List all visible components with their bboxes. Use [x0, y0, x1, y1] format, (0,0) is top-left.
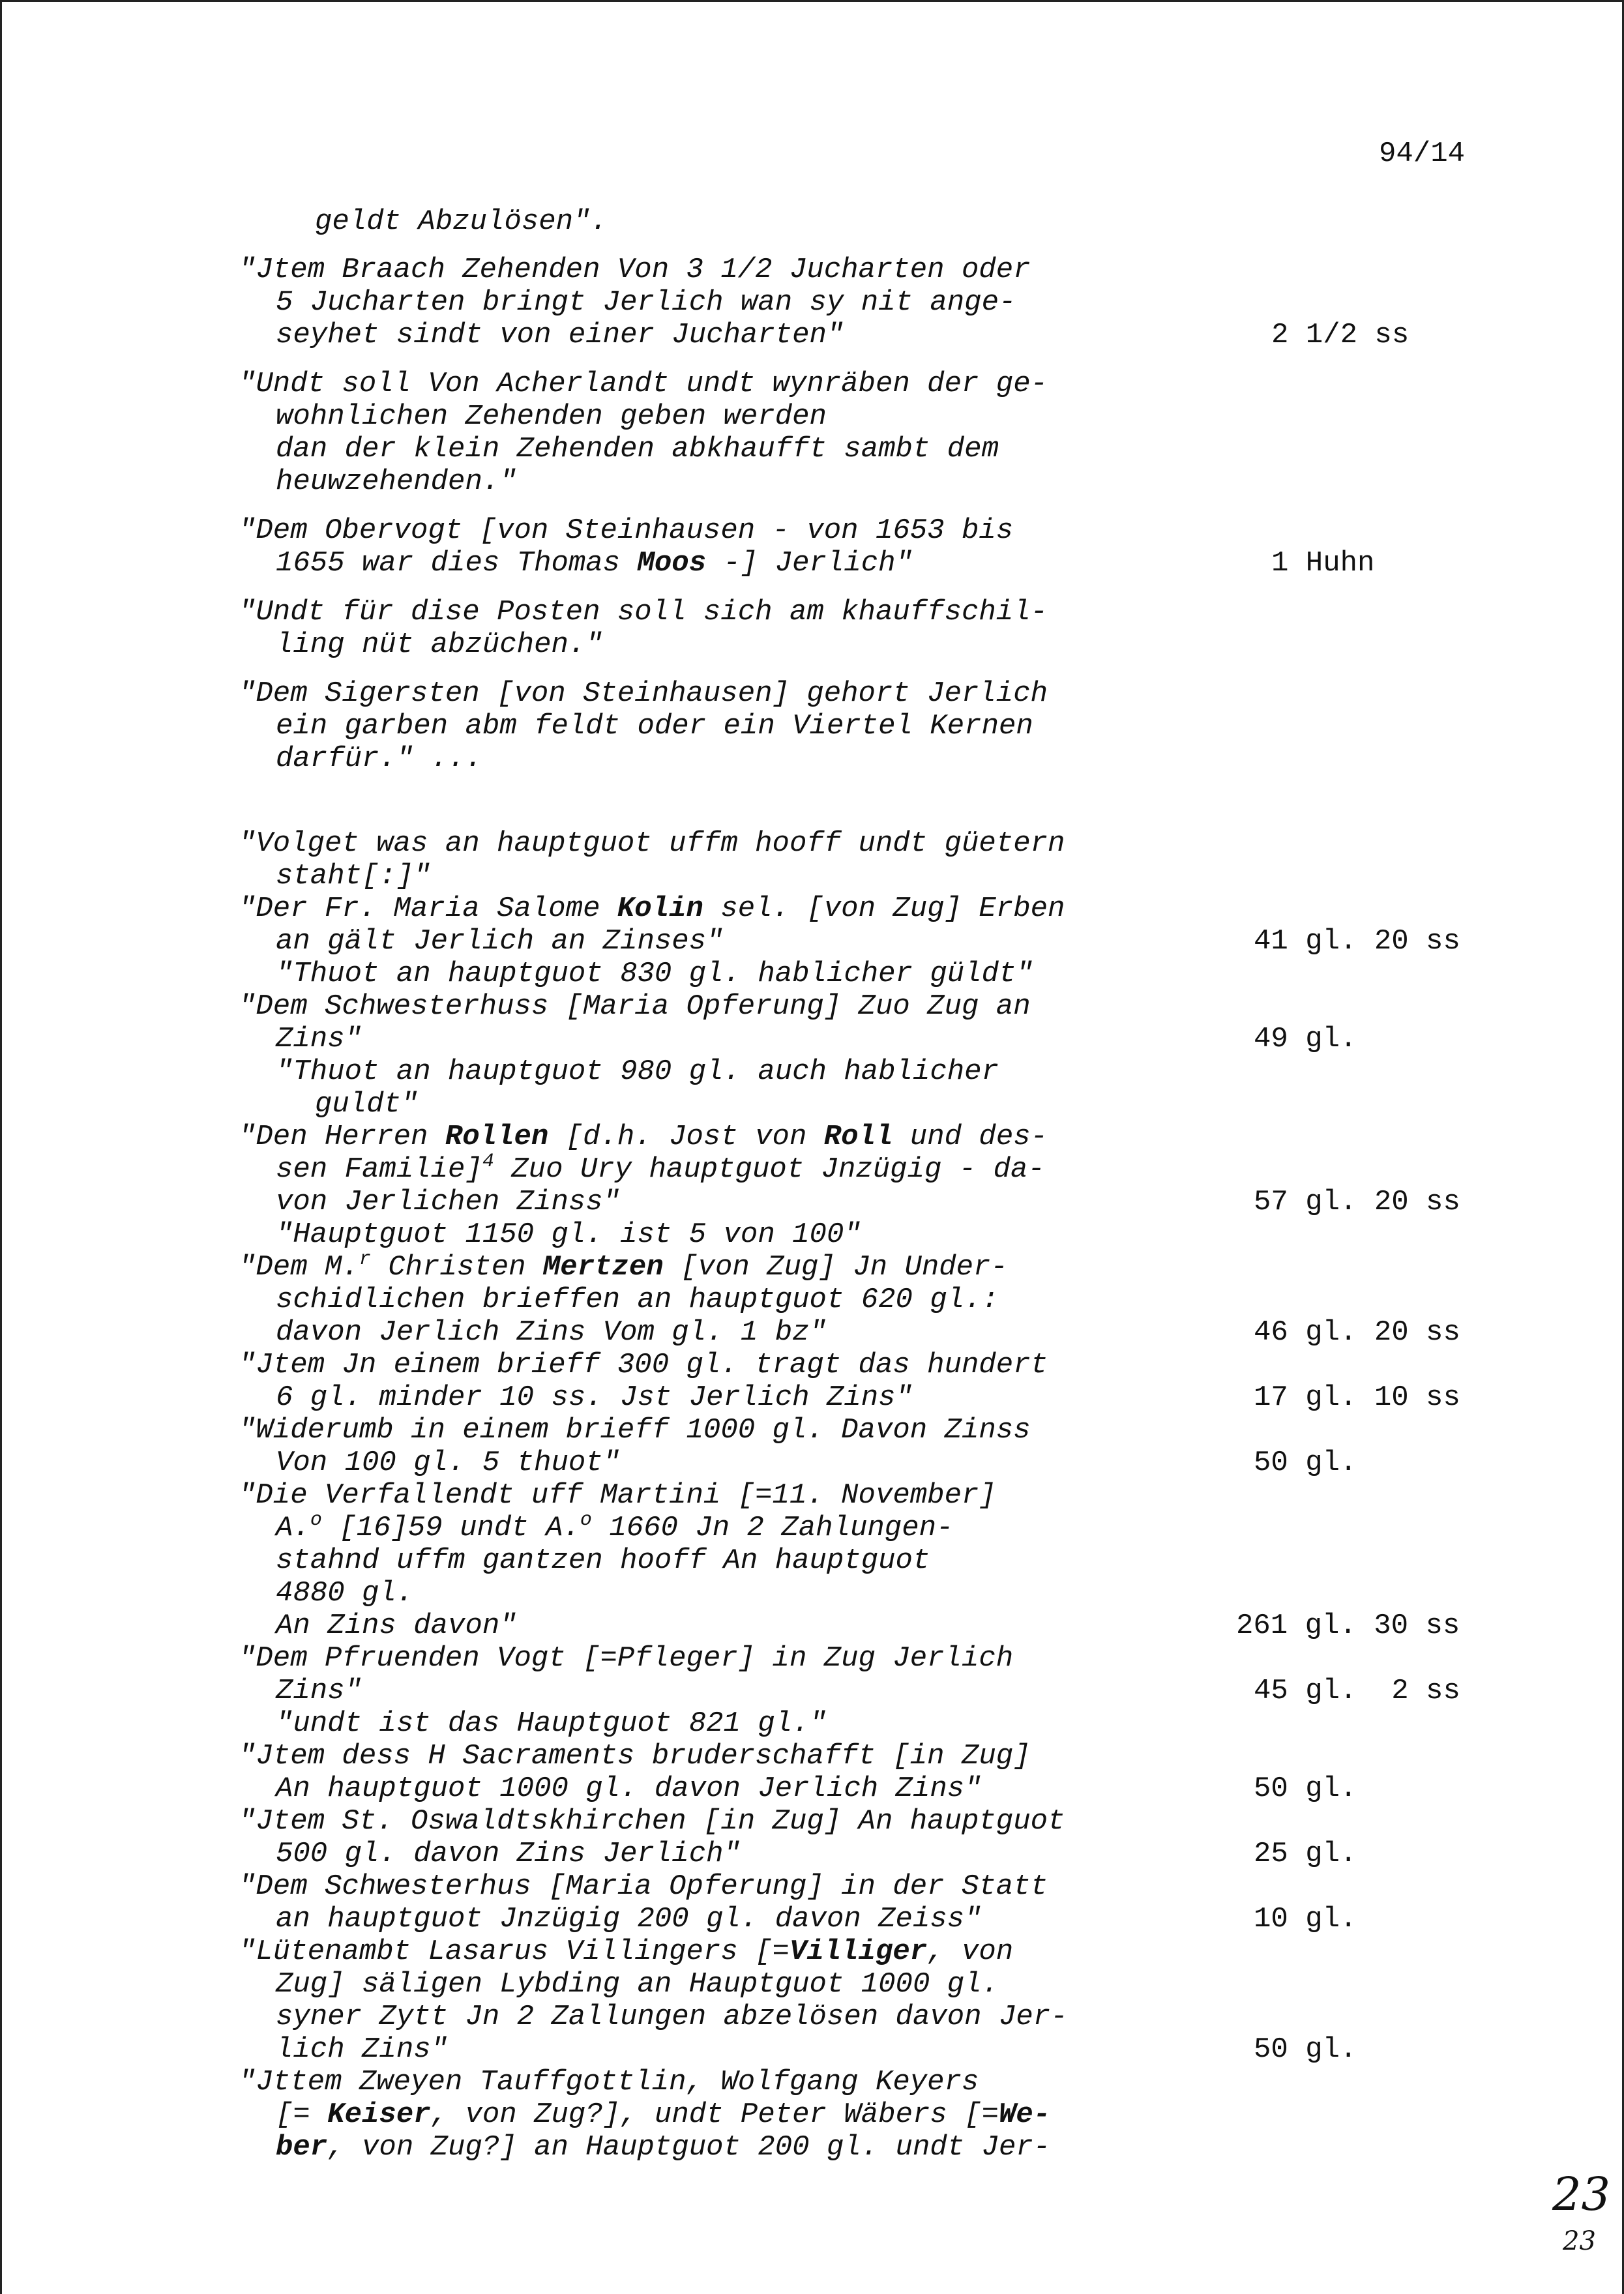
text-line: "Den Herren Rollen [d.h. Jost von Roll und des- — [239, 1121, 1048, 1153]
amount-value: 10 gl. — [1254, 1903, 1357, 1935]
text-line: "undt ist das Hauptguot 821 gl." — [276, 1707, 827, 1740]
text-line: Zins" — [276, 1675, 362, 1707]
text-line: syner Zytt Jn 2 Zallungen abzelösen davon Jer- — [276, 2001, 1068, 2033]
page-number: 94/14 — [1379, 138, 1466, 170]
text-line: "Lütenambt Lasarus Villingers [=Villiger, von — [239, 1935, 1014, 1968]
text-line: 6 gl. minder 10 ss. Jst Jerlich Zins" — [276, 1381, 913, 1414]
text-line: An Zins davon" — [276, 1610, 517, 1642]
amount-value: 17 gl. 10 ss — [1254, 1381, 1460, 1414]
text-line: an gält Jerlich an Zinses" — [276, 925, 724, 958]
amount-value: 1 Huhn — [1271, 547, 1375, 580]
text-line: dan der klein Zehenden abkhaufft sambt dem — [276, 433, 999, 465]
text-line: "Jtem dess H Sacraments bruderschafft [in Zug] — [239, 1740, 1031, 1772]
text-line: "Der Fr. Maria Salome Kolin sel. [von Zug] Erben — [239, 892, 1065, 925]
text-line: Zins" — [276, 1023, 362, 1055]
amount-value: 25 gl. — [1254, 1838, 1357, 1870]
amount-value: 41 gl. 20 ss — [1254, 925, 1460, 958]
text-line: An hauptguot 1000 gl. davon Jerlich Zins" — [276, 1772, 982, 1805]
text-line: geldt Abzulösen". — [315, 205, 608, 238]
amount-value: 50 gl. — [1254, 2033, 1357, 2066]
text-line: "Thuot an hauptguot 980 gl. auch hablicher — [276, 1055, 999, 1088]
text-line: "Hauptguot 1150 gl. ist 5 von 100" — [276, 1218, 861, 1251]
text-line: staht[:]" — [276, 860, 431, 892]
handwritten-page-number-small: 23 — [1563, 2226, 1596, 2256]
text-line: "Undt für dise Posten soll sich am khauffschil- — [239, 596, 1048, 628]
text-line: [= Keiser, von Zug?], undt Peter Wäbers [=We- — [276, 2098, 1051, 2131]
text-line: "Dem Schwesterhuss [Maria Opferung] Zuo Zug an — [239, 990, 1031, 1023]
text-line: schidlichen brieffen an hauptguot 620 gl.: — [276, 1284, 999, 1316]
text-line: "Jttem Zweyen Tauffgottlin, Wolfgang Keyers — [239, 2066, 979, 2098]
text-line: 4880 gl. — [276, 1577, 414, 1610]
text-line: "Dem Pfruenden Vogt [=Pfleger] in Zug Jerlich — [239, 1642, 1014, 1675]
amount-value: 2 1/2 ss — [1271, 319, 1410, 351]
text-line: "Jtem Jn einem brieff 300 gl. tragt das hundert — [239, 1349, 1048, 1381]
text-line: "Jtem Braach Zehenden Von 3 1/2 Jucharten oder — [239, 254, 1031, 286]
handwritten-page-number: 23 — [1552, 2168, 1611, 2221]
text-line: seyhet sindt von einer Jucharten" — [276, 319, 844, 351]
text-line: "Volget was an hauptguot uffm hooff undt güetern — [239, 827, 1065, 860]
text-line: "Jtem St. Oswaldtskhirchen [in Zug] An hauptguot — [239, 1805, 1065, 1838]
text-line: guldt" — [315, 1088, 419, 1121]
amount-value: 45 gl. 2 ss — [1254, 1675, 1460, 1707]
text-line: stahnd uffm gantzen hooff An hauptguot — [276, 1544, 930, 1577]
text-line: wohnlichen Zehenden geben werden — [276, 400, 827, 433]
text-line: ling nüt abzüchen." — [276, 628, 603, 661]
text-line: Zug] säligen Lybding an Hauptguot 1000 gl. — [276, 1968, 999, 2001]
text-line: "Undt soll Von Acherlandt undt wynräben der ge- — [239, 368, 1048, 400]
text-line: davon Jerlich Zins Vom gl. 1 bz" — [276, 1316, 827, 1349]
text-line: A.$^o$ [16]59 undt A.$^o$ 1660 Jn 2 Zahlungen- — [276, 1509, 954, 1544]
amount-value: 50 gl. — [1254, 1772, 1357, 1805]
text-line: 1655 war dies Thomas Moos -] Jerlich" — [276, 547, 913, 580]
text-line: ber, von Zug?] an Hauptguot 200 gl. undt Jer- — [276, 2131, 1051, 2164]
text-line: "Widerumb in einem brieff 1000 gl. Davon Zinss — [239, 1414, 1031, 1447]
amount-value: 46 gl. 20 ss — [1254, 1316, 1460, 1349]
text-line: "Dem Sigersten [von Steinhausen] gehort Jerlich — [239, 677, 1048, 710]
amount-value: 57 gl. 20 ss — [1254, 1186, 1460, 1218]
text-line: sen Familie]$^4$ Zuo Ury hauptguot Jnzügig - da- — [276, 1151, 1045, 1186]
text-line: ein garben abm feldt oder ein Viertel Kernen — [276, 710, 1033, 743]
text-line: an hauptguot Jnzügig 200 gl. davon Zeiss" — [276, 1903, 982, 1935]
amount-value: 261 gl. 30 ss — [1236, 1610, 1460, 1642]
text-line: "Die Verfallendt uff Martini [=11. November] — [239, 1479, 996, 1512]
text-line: "Dem Obervogt [von Steinhausen - von 1653 bis — [239, 514, 1014, 547]
text-line: von Jerlichen Zinss" — [276, 1186, 621, 1218]
text-line: Von 100 gl. 5 thuot" — [276, 1447, 621, 1479]
amount-value: 50 gl. — [1254, 1447, 1357, 1479]
text-line: "Thuot an hauptguot 830 gl. hablicher güldt" — [276, 958, 1033, 990]
text-line: darfür." ... — [276, 743, 482, 775]
text-line: "Dem Schwesterhus [Maria Opferung] in der Statt — [239, 1870, 1048, 1903]
text-line: heuwzehenden." — [276, 465, 517, 498]
text-line: lich Zins" — [276, 2033, 449, 2066]
text-line: 5 Jucharten bringt Jerlich wan sy nit ange- — [276, 286, 1016, 319]
text-line: "Dem M.$^r$ Christen Mertzen [von Zug] Jn Under- — [239, 1248, 1008, 1284]
amount-value: 49 gl. — [1254, 1023, 1357, 1055]
text-line: 500 gl. davon Zins Jerlich" — [276, 1838, 741, 1870]
